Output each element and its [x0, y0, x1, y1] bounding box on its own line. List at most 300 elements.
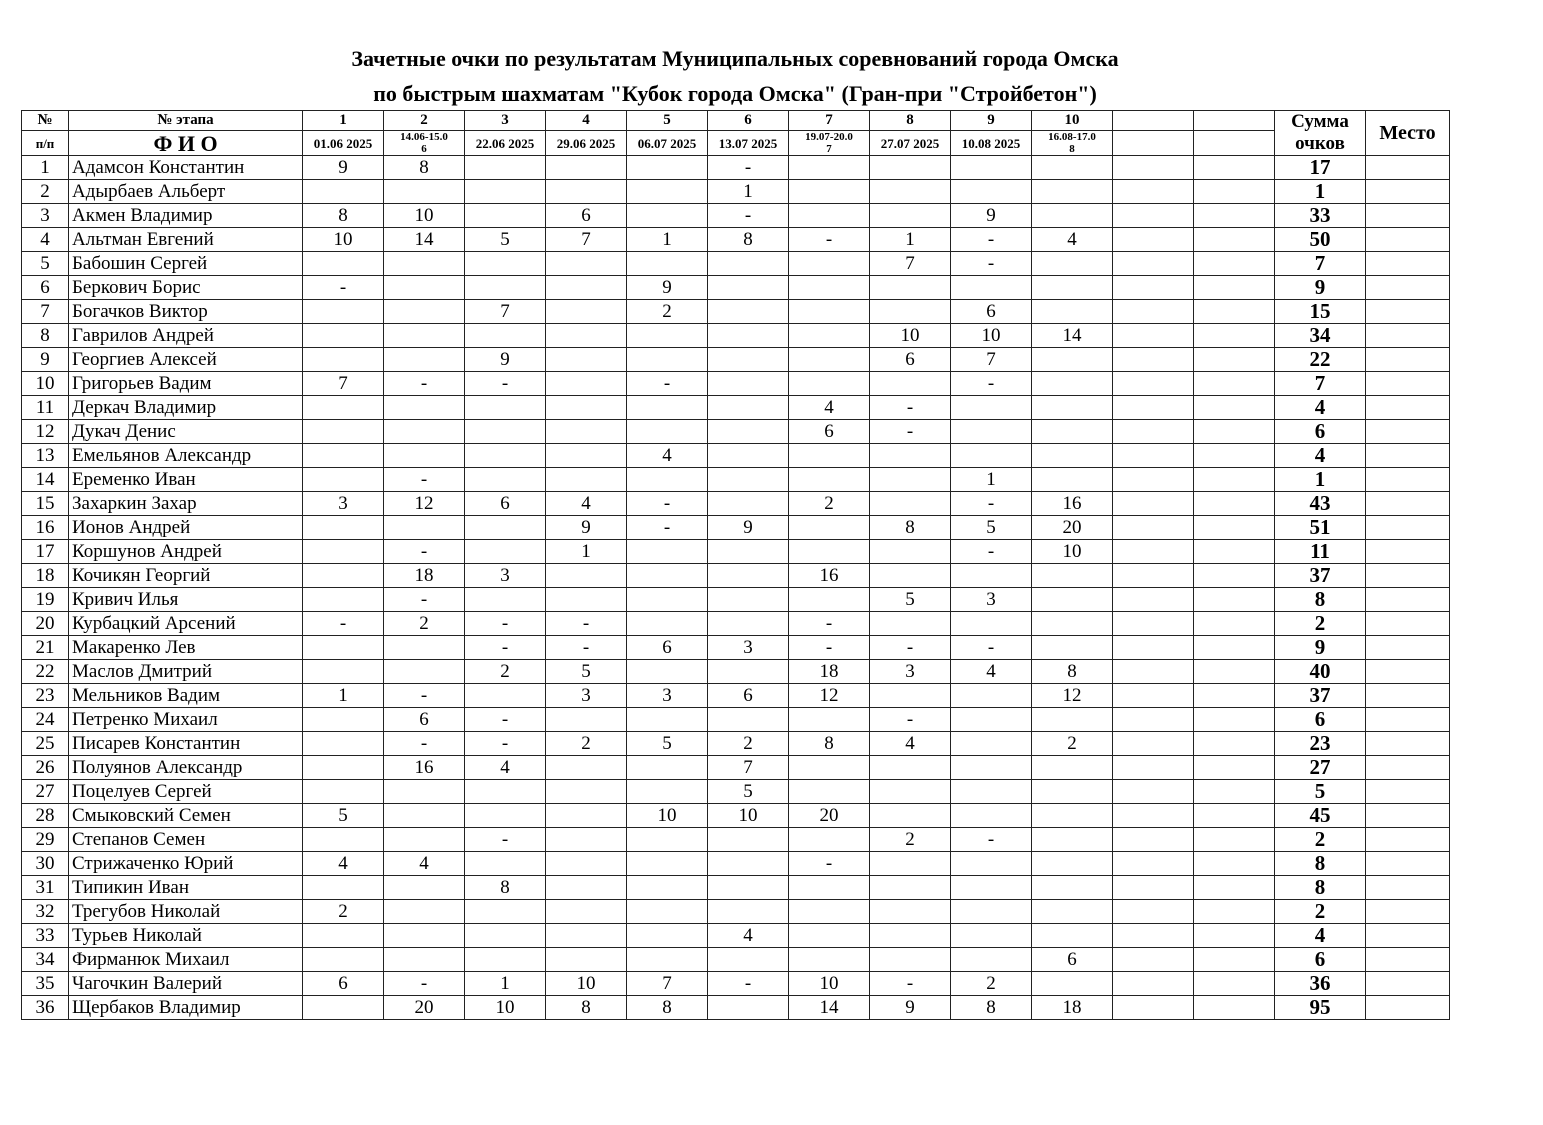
place-cell [1366, 564, 1450, 588]
stage-score [1032, 876, 1113, 900]
stage-score: - [384, 972, 465, 996]
stage-score [303, 444, 384, 468]
place-cell [1366, 396, 1450, 420]
row-number: 17 [22, 540, 69, 564]
stage-score: 4 [951, 660, 1032, 684]
stage-score [384, 900, 465, 924]
player-name: Емельянов Александр [69, 444, 303, 468]
player-name: Мельников Вадим [69, 684, 303, 708]
stage-score: - [384, 468, 465, 492]
sum-header: Сумма очков [1275, 111, 1366, 156]
stage-score [789, 828, 870, 852]
table-row [22, 708, 1450, 732]
empty-date-cell [1194, 131, 1275, 156]
stage-score [465, 324, 546, 348]
stage-score: - [789, 228, 870, 252]
player-name: Богачков Виктор [69, 300, 303, 324]
stage-score: 2 [303, 900, 384, 924]
stage-score: 10 [465, 996, 546, 1020]
stage-score [708, 276, 789, 300]
empty-stage-header [1113, 111, 1194, 131]
table-row [22, 204, 1450, 228]
stage-score [465, 540, 546, 564]
player-name: Писарев Константин [69, 732, 303, 756]
stage-score [384, 828, 465, 852]
stage-score [465, 924, 546, 948]
stage-score: 7 [627, 972, 708, 996]
stage-score [546, 588, 627, 612]
stage-score [789, 948, 870, 972]
stage-score: 4 [708, 924, 789, 948]
stage-score [546, 396, 627, 420]
player-name: Курбацкий Арсений [69, 612, 303, 636]
stage-score [546, 564, 627, 588]
total-points: 4 [1275, 444, 1366, 468]
stage-score: - [951, 252, 1032, 276]
header-row-dates [22, 131, 1450, 156]
empty-cell [1113, 540, 1194, 564]
stage-score: 5 [627, 732, 708, 756]
total-points: 9 [1275, 276, 1366, 300]
stage-score [465, 204, 546, 228]
player-name: Маслов Дмитрий [69, 660, 303, 684]
stage-score [303, 540, 384, 564]
stage-score [870, 780, 951, 804]
stage-score [546, 180, 627, 204]
player-name: Григорьев Вадим [69, 372, 303, 396]
stage-score [627, 660, 708, 684]
stage-score: 20 [789, 804, 870, 828]
total-points: 22 [1275, 348, 1366, 372]
player-name: Кочикян Георгий [69, 564, 303, 588]
stage-date-6: 13.07 2025 [708, 131, 789, 156]
stage-score: 2 [951, 972, 1032, 996]
stage-score [303, 780, 384, 804]
row-number: 33 [22, 924, 69, 948]
stage-score [870, 444, 951, 468]
place-cell [1366, 732, 1450, 756]
empty-cell [1194, 348, 1275, 372]
row-number: 7 [22, 300, 69, 324]
place-cell [1366, 948, 1450, 972]
row-number: 34 [22, 948, 69, 972]
stage-score: 4 [627, 444, 708, 468]
stage-score: - [951, 636, 1032, 660]
table-row [22, 972, 1450, 996]
empty-cell [1113, 516, 1194, 540]
stage-score [627, 924, 708, 948]
stage-score [951, 804, 1032, 828]
player-name: Коршунов Андрей [69, 540, 303, 564]
row-number: 9 [22, 348, 69, 372]
stage-score [951, 780, 1032, 804]
empty-cell [1194, 900, 1275, 924]
fio-header: Ф И О [69, 131, 303, 156]
table-row [22, 948, 1450, 972]
stage-score [1032, 252, 1113, 276]
stage-number-6: 6 [708, 111, 789, 131]
stage-score [627, 780, 708, 804]
table-row [22, 516, 1450, 540]
total-points: 11 [1275, 540, 1366, 564]
stage-score: 2 [627, 300, 708, 324]
stage-score: 9 [870, 996, 951, 1020]
empty-cell [1113, 588, 1194, 612]
stage-score [303, 708, 384, 732]
stage-score: 14 [384, 228, 465, 252]
stage-score: - [870, 972, 951, 996]
stage-score [303, 516, 384, 540]
player-name: Альтман Евгений [69, 228, 303, 252]
stage-score: 8 [1032, 660, 1113, 684]
stage-score [951, 756, 1032, 780]
row-number: 16 [22, 516, 69, 540]
stage-score [384, 252, 465, 276]
player-name: Щербаков Владимир [69, 996, 303, 1020]
player-name: Кривич Илья [69, 588, 303, 612]
stage-score: 10 [951, 324, 1032, 348]
total-points: 34 [1275, 324, 1366, 348]
empty-cell [1194, 468, 1275, 492]
stage-score [627, 900, 708, 924]
stage-score [870, 156, 951, 180]
stage-score: - [465, 372, 546, 396]
empty-date-cell [1113, 131, 1194, 156]
player-name: Степанов Семен [69, 828, 303, 852]
empty-cell [1194, 660, 1275, 684]
total-points: 45 [1275, 804, 1366, 828]
stage-number-8: 8 [870, 111, 951, 131]
player-name: Адырбаев Альберт [69, 180, 303, 204]
stage-score [1032, 420, 1113, 444]
row-number: 21 [22, 636, 69, 660]
total-points: 50 [1275, 228, 1366, 252]
row-number: 8 [22, 324, 69, 348]
stage-score [789, 780, 870, 804]
row-number: 6 [22, 276, 69, 300]
stage-score: - [708, 156, 789, 180]
stage-score: 10 [546, 972, 627, 996]
player-name: Смыковский Семен [69, 804, 303, 828]
empty-cell [1194, 780, 1275, 804]
stage-score: 5 [546, 660, 627, 684]
stage-score [546, 924, 627, 948]
stage-score: 5 [303, 804, 384, 828]
stage-score: - [951, 228, 1032, 252]
place-cell [1366, 516, 1450, 540]
stage-score [303, 420, 384, 444]
stage-score [951, 876, 1032, 900]
stage-score: 8 [627, 996, 708, 1020]
place-cell [1366, 660, 1450, 684]
stage-score: 9 [465, 348, 546, 372]
stage-score [789, 708, 870, 732]
stage-score [303, 396, 384, 420]
stage-score: 2 [546, 732, 627, 756]
stage-score: - [627, 492, 708, 516]
table-row [22, 396, 1450, 420]
stage-score: - [789, 612, 870, 636]
stage-score [708, 252, 789, 276]
stage-score [384, 420, 465, 444]
stage-score [627, 180, 708, 204]
stage-score [870, 372, 951, 396]
stage-score [1032, 564, 1113, 588]
stage-score [303, 756, 384, 780]
stage-score: - [870, 708, 951, 732]
row-number: 22 [22, 660, 69, 684]
place-cell [1366, 828, 1450, 852]
table-row [22, 924, 1450, 948]
total-points: 2 [1275, 612, 1366, 636]
stage-score: 9 [708, 516, 789, 540]
stage-score [870, 468, 951, 492]
stage-date-8: 27.07 2025 [870, 131, 951, 156]
stage-score [870, 300, 951, 324]
empty-cell [1113, 372, 1194, 396]
stage-score: 1 [303, 684, 384, 708]
stage-score: 1 [708, 180, 789, 204]
table-row [22, 852, 1450, 876]
place-cell [1366, 180, 1450, 204]
stage-score: 6 [303, 972, 384, 996]
stage-score: 7 [708, 756, 789, 780]
empty-cell [1194, 324, 1275, 348]
stage-score: 8 [951, 996, 1032, 1020]
stage-score [303, 252, 384, 276]
stage-score: - [627, 516, 708, 540]
table-row [22, 684, 1450, 708]
stage-score: - [465, 828, 546, 852]
stage-date-5: 06.07 2025 [627, 131, 708, 156]
stage-score [1032, 708, 1113, 732]
stage-score [951, 684, 1032, 708]
stage-score [303, 300, 384, 324]
stage-number-5: 5 [627, 111, 708, 131]
stage-score: 7 [951, 348, 1032, 372]
empty-cell [1113, 612, 1194, 636]
stage-score [627, 852, 708, 876]
number-header: № [22, 111, 69, 131]
stage-score [627, 204, 708, 228]
place-header: Место [1366, 111, 1450, 156]
empty-cell [1194, 588, 1275, 612]
total-points: 37 [1275, 684, 1366, 708]
empty-cell [1113, 660, 1194, 684]
stage-score: 5 [951, 516, 1032, 540]
stage-score [789, 324, 870, 348]
stage-score: 14 [789, 996, 870, 1020]
stage-score [870, 804, 951, 828]
stage-number-10: 10 [1032, 111, 1113, 131]
header-row-stages [22, 111, 1450, 131]
stage-date-9: 10.08 2025 [951, 131, 1032, 156]
row-number: 14 [22, 468, 69, 492]
stage-score [303, 660, 384, 684]
stage-score [1032, 396, 1113, 420]
stage-score [465, 252, 546, 276]
stage-score [1032, 276, 1113, 300]
stage-date-1: 01.06 2025 [303, 131, 384, 156]
stage-score [870, 204, 951, 228]
stage-score [951, 444, 1032, 468]
stage-score: - [951, 492, 1032, 516]
place-cell [1366, 204, 1450, 228]
empty-cell [1113, 708, 1194, 732]
empty-cell [1194, 804, 1275, 828]
player-name: Петренко Михаил [69, 708, 303, 732]
empty-cell [1113, 876, 1194, 900]
stage-score [465, 804, 546, 828]
empty-cell [1113, 156, 1194, 180]
stage-score [708, 876, 789, 900]
row-number: 36 [22, 996, 69, 1020]
stage-score: 3 [870, 660, 951, 684]
stage-score: 6 [708, 684, 789, 708]
stage-score [627, 348, 708, 372]
stage-score [303, 948, 384, 972]
stage-number-4: 4 [546, 111, 627, 131]
stage-score: - [951, 828, 1032, 852]
stage-score [789, 372, 870, 396]
stage-score: 2 [789, 492, 870, 516]
stage-score: - [627, 372, 708, 396]
total-points: 15 [1275, 300, 1366, 324]
row-number: 1 [22, 156, 69, 180]
stage-score [465, 516, 546, 540]
stage-score [627, 564, 708, 588]
empty-cell [1194, 396, 1275, 420]
stage-score: 8 [384, 156, 465, 180]
stage-number-9: 9 [951, 111, 1032, 131]
empty-cell [1194, 684, 1275, 708]
stage-score [465, 468, 546, 492]
empty-cell [1113, 300, 1194, 324]
table-row [22, 612, 1450, 636]
player-name: Бабошин Сергей [69, 252, 303, 276]
stage-score: 3 [951, 588, 1032, 612]
place-cell [1366, 780, 1450, 804]
stage-score [384, 804, 465, 828]
stage-score: 1 [627, 228, 708, 252]
row-number: 11 [22, 396, 69, 420]
stage-score: 6 [627, 636, 708, 660]
place-cell [1366, 324, 1450, 348]
empty-cell [1113, 348, 1194, 372]
stage-score: - [546, 636, 627, 660]
stage-score [951, 708, 1032, 732]
place-cell [1366, 804, 1450, 828]
stage-score: 10 [1032, 540, 1113, 564]
stage-score [627, 948, 708, 972]
stage-score [789, 300, 870, 324]
stage-score [546, 324, 627, 348]
stage-score: 6 [870, 348, 951, 372]
stage-score [870, 876, 951, 900]
stage-score: - [303, 612, 384, 636]
stage-score [303, 732, 384, 756]
table-row [22, 732, 1450, 756]
stage-score: 6 [951, 300, 1032, 324]
empty-cell [1113, 804, 1194, 828]
table-row [22, 588, 1450, 612]
number-subheader: п/п [22, 131, 69, 156]
table-row [22, 348, 1450, 372]
stage-score: - [303, 276, 384, 300]
stage-score [384, 324, 465, 348]
empty-cell [1194, 732, 1275, 756]
stage-score: 9 [627, 276, 708, 300]
stage-score: 7 [465, 300, 546, 324]
stage-score [789, 756, 870, 780]
stage-score [789, 900, 870, 924]
stage-score [465, 396, 546, 420]
player-name: Поцелуев Сергей [69, 780, 303, 804]
place-cell [1366, 420, 1450, 444]
empty-cell [1194, 156, 1275, 180]
stage-score: 2 [465, 660, 546, 684]
place-cell [1366, 300, 1450, 324]
empty-cell [1113, 492, 1194, 516]
stage-score [870, 900, 951, 924]
total-points: 5 [1275, 780, 1366, 804]
player-name: Ионов Андрей [69, 516, 303, 540]
stage-score: 2 [384, 612, 465, 636]
player-name: Георгиев Алексей [69, 348, 303, 372]
stage-score: 12 [789, 684, 870, 708]
empty-cell [1194, 300, 1275, 324]
player-name: Стрижаченко Юрий [69, 852, 303, 876]
row-number: 28 [22, 804, 69, 828]
stage-score [708, 588, 789, 612]
stage-score [627, 756, 708, 780]
place-cell [1366, 972, 1450, 996]
empty-cell [1194, 228, 1275, 252]
stage-score [627, 420, 708, 444]
stage-score [789, 252, 870, 276]
stage-score [708, 660, 789, 684]
stage-score: 14 [1032, 324, 1113, 348]
player-name: Деркач Владимир [69, 396, 303, 420]
table-row [22, 996, 1450, 1020]
stage-score [384, 300, 465, 324]
stage-score: 1 [870, 228, 951, 252]
stage-score [951, 732, 1032, 756]
table-row [22, 540, 1450, 564]
stage-score [951, 156, 1032, 180]
stage-score [627, 612, 708, 636]
stage-date-3: 22.06 2025 [465, 131, 546, 156]
stage-score [627, 876, 708, 900]
stage-score: 3 [465, 564, 546, 588]
stage-score [708, 372, 789, 396]
row-number: 18 [22, 564, 69, 588]
player-name: Макаренко Лев [69, 636, 303, 660]
stage-date-4: 29.06 2025 [546, 131, 627, 156]
stage-score: 9 [303, 156, 384, 180]
stage-number-3: 3 [465, 111, 546, 131]
stage-score [546, 828, 627, 852]
table-row [22, 156, 1450, 180]
total-points: 51 [1275, 516, 1366, 540]
stage-score [1032, 204, 1113, 228]
stage-score: 12 [384, 492, 465, 516]
row-number: 25 [22, 732, 69, 756]
stage-score [384, 516, 465, 540]
place-cell [1366, 636, 1450, 660]
empty-cell [1194, 972, 1275, 996]
stage-score [870, 540, 951, 564]
